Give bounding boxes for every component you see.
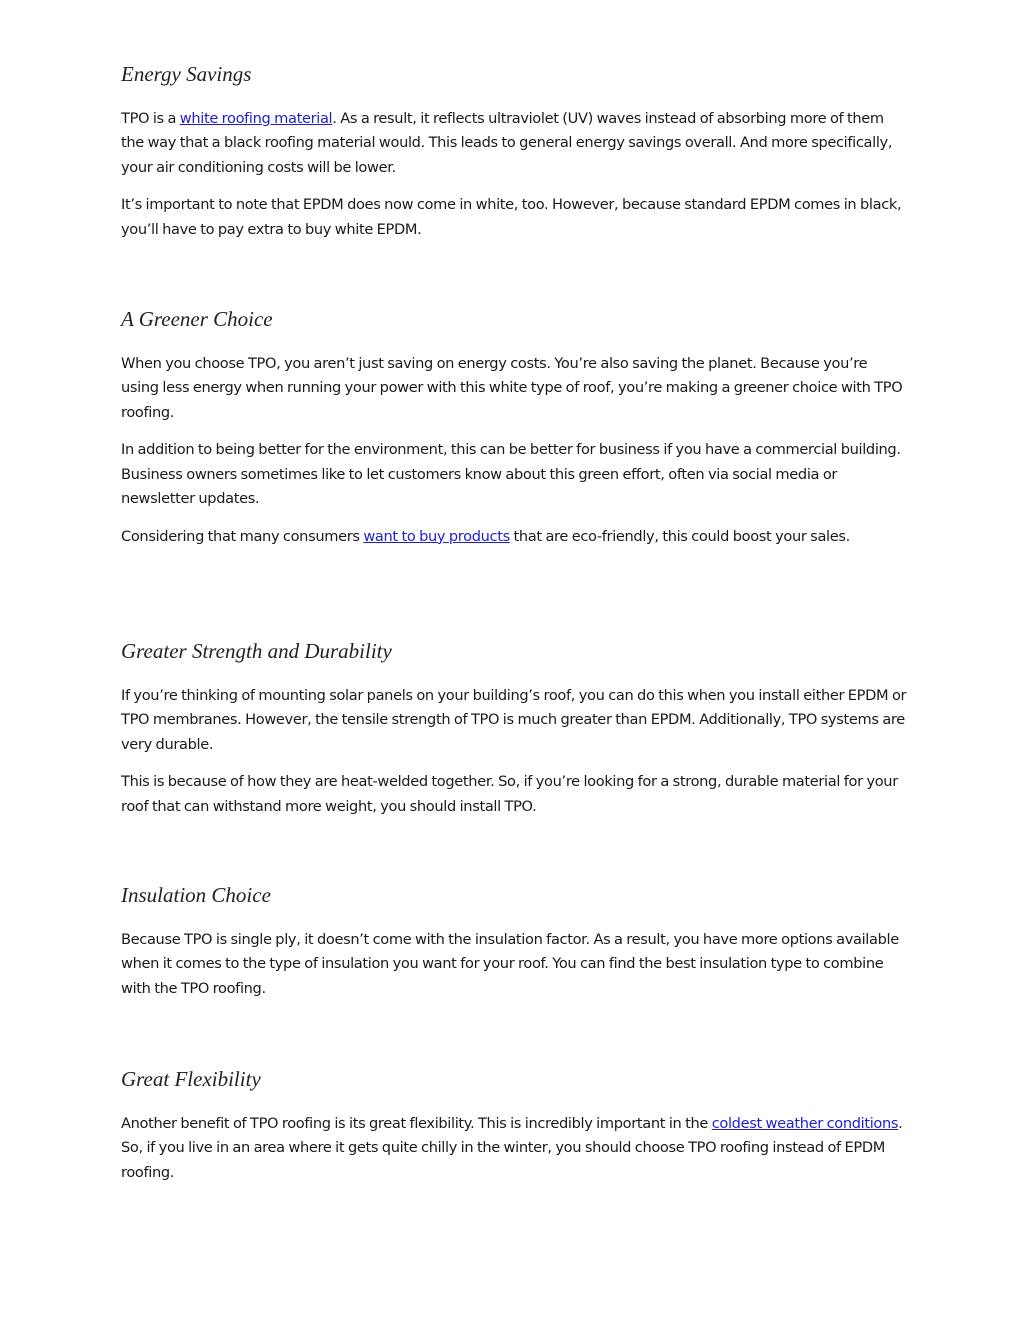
paragraph: Because TPO is single ply, it doesn’t come with the insulation factor. As a result, you have more options available when it comes to the type of insulation you want for your roof. You can find the best insulation type to combine with the TPO roofing.	[121, 931, 899, 997]
paragraph: Another benefit of TPO roofing is its great flexibility. This is incredibly important in the coldest weather conditions. So, if you live in an area where it gets quite chilly in the winter, you should choose TPO roofing instead of EPDM roofing.	[121, 1115, 903, 1181]
section-insulation-choice	[121, 881, 907, 1001]
section-greener-choice	[121, 305, 907, 549]
paragraph: TPO is a white roofing material. As a result, it reflects ultraviolet (UV) waves instead of absorbing more of them the way that a black roofing material would. This leads to general energy savings overall. And more specifically, your air conditioning costs will be lower.	[121, 110, 893, 176]
paragraph: Considering that many consumers want to buy products that are eco-friendly, this could boost your sales.	[121, 527, 850, 545]
link-coldest-weather-conditions[interactable]: coldest weather conditions	[711, 1115, 899, 1132]
heading-great-flexibility: Great Flexibility	[121, 1067, 261, 1091]
paragraph: It’s important to note that EPDM does now come in white, too. However, because standard EPDM comes in black, you’ll have to pay extra to buy white EPDM.	[121, 196, 902, 238]
section-energy-savings	[121, 60, 907, 242]
paragraph: When you choose TPO, you aren’t just saving on energy costs. You’re also saving the planet. Because you’re using less energy when running your power with this white type of roof, you’re making a greener choice with TPO roofing.	[121, 355, 903, 421]
heading-insulation-choice: Insulation Choice	[121, 883, 271, 907]
link-white-roofing-material[interactable]: white roofing material	[179, 110, 333, 127]
heading-greener-choice: A Greener Choice	[121, 307, 273, 331]
heading-strength-durability: Greater Strength and Durability	[121, 639, 392, 663]
link-want-to-buy-products[interactable]: want to buy products	[363, 527, 510, 545]
heading-energy-savings: Energy Savings	[121, 62, 252, 86]
section-strength-durability	[121, 637, 907, 819]
paragraph: In addition to being better for the environment, this can be better for business if you have a commercial building. Business owners sometimes like to let customers know about this green effort, often via social media or newsletter updates.	[121, 441, 901, 507]
section-great-flexibility	[121, 1065, 907, 1185]
paragraph: This is because of how they are heat-welded together. So, if you’re looking for a strong, durable material for your roof that can withstand more weight, you should install TPO.	[121, 773, 898, 815]
paragraph: If you’re thinking of mounting solar panels on your building’s roof, you can do this when you install either EPDM or TPO membranes. However, the tensile strength of TPO is much greater than EPDM. Additionally, TPO systems are very durable.	[121, 687, 907, 753]
